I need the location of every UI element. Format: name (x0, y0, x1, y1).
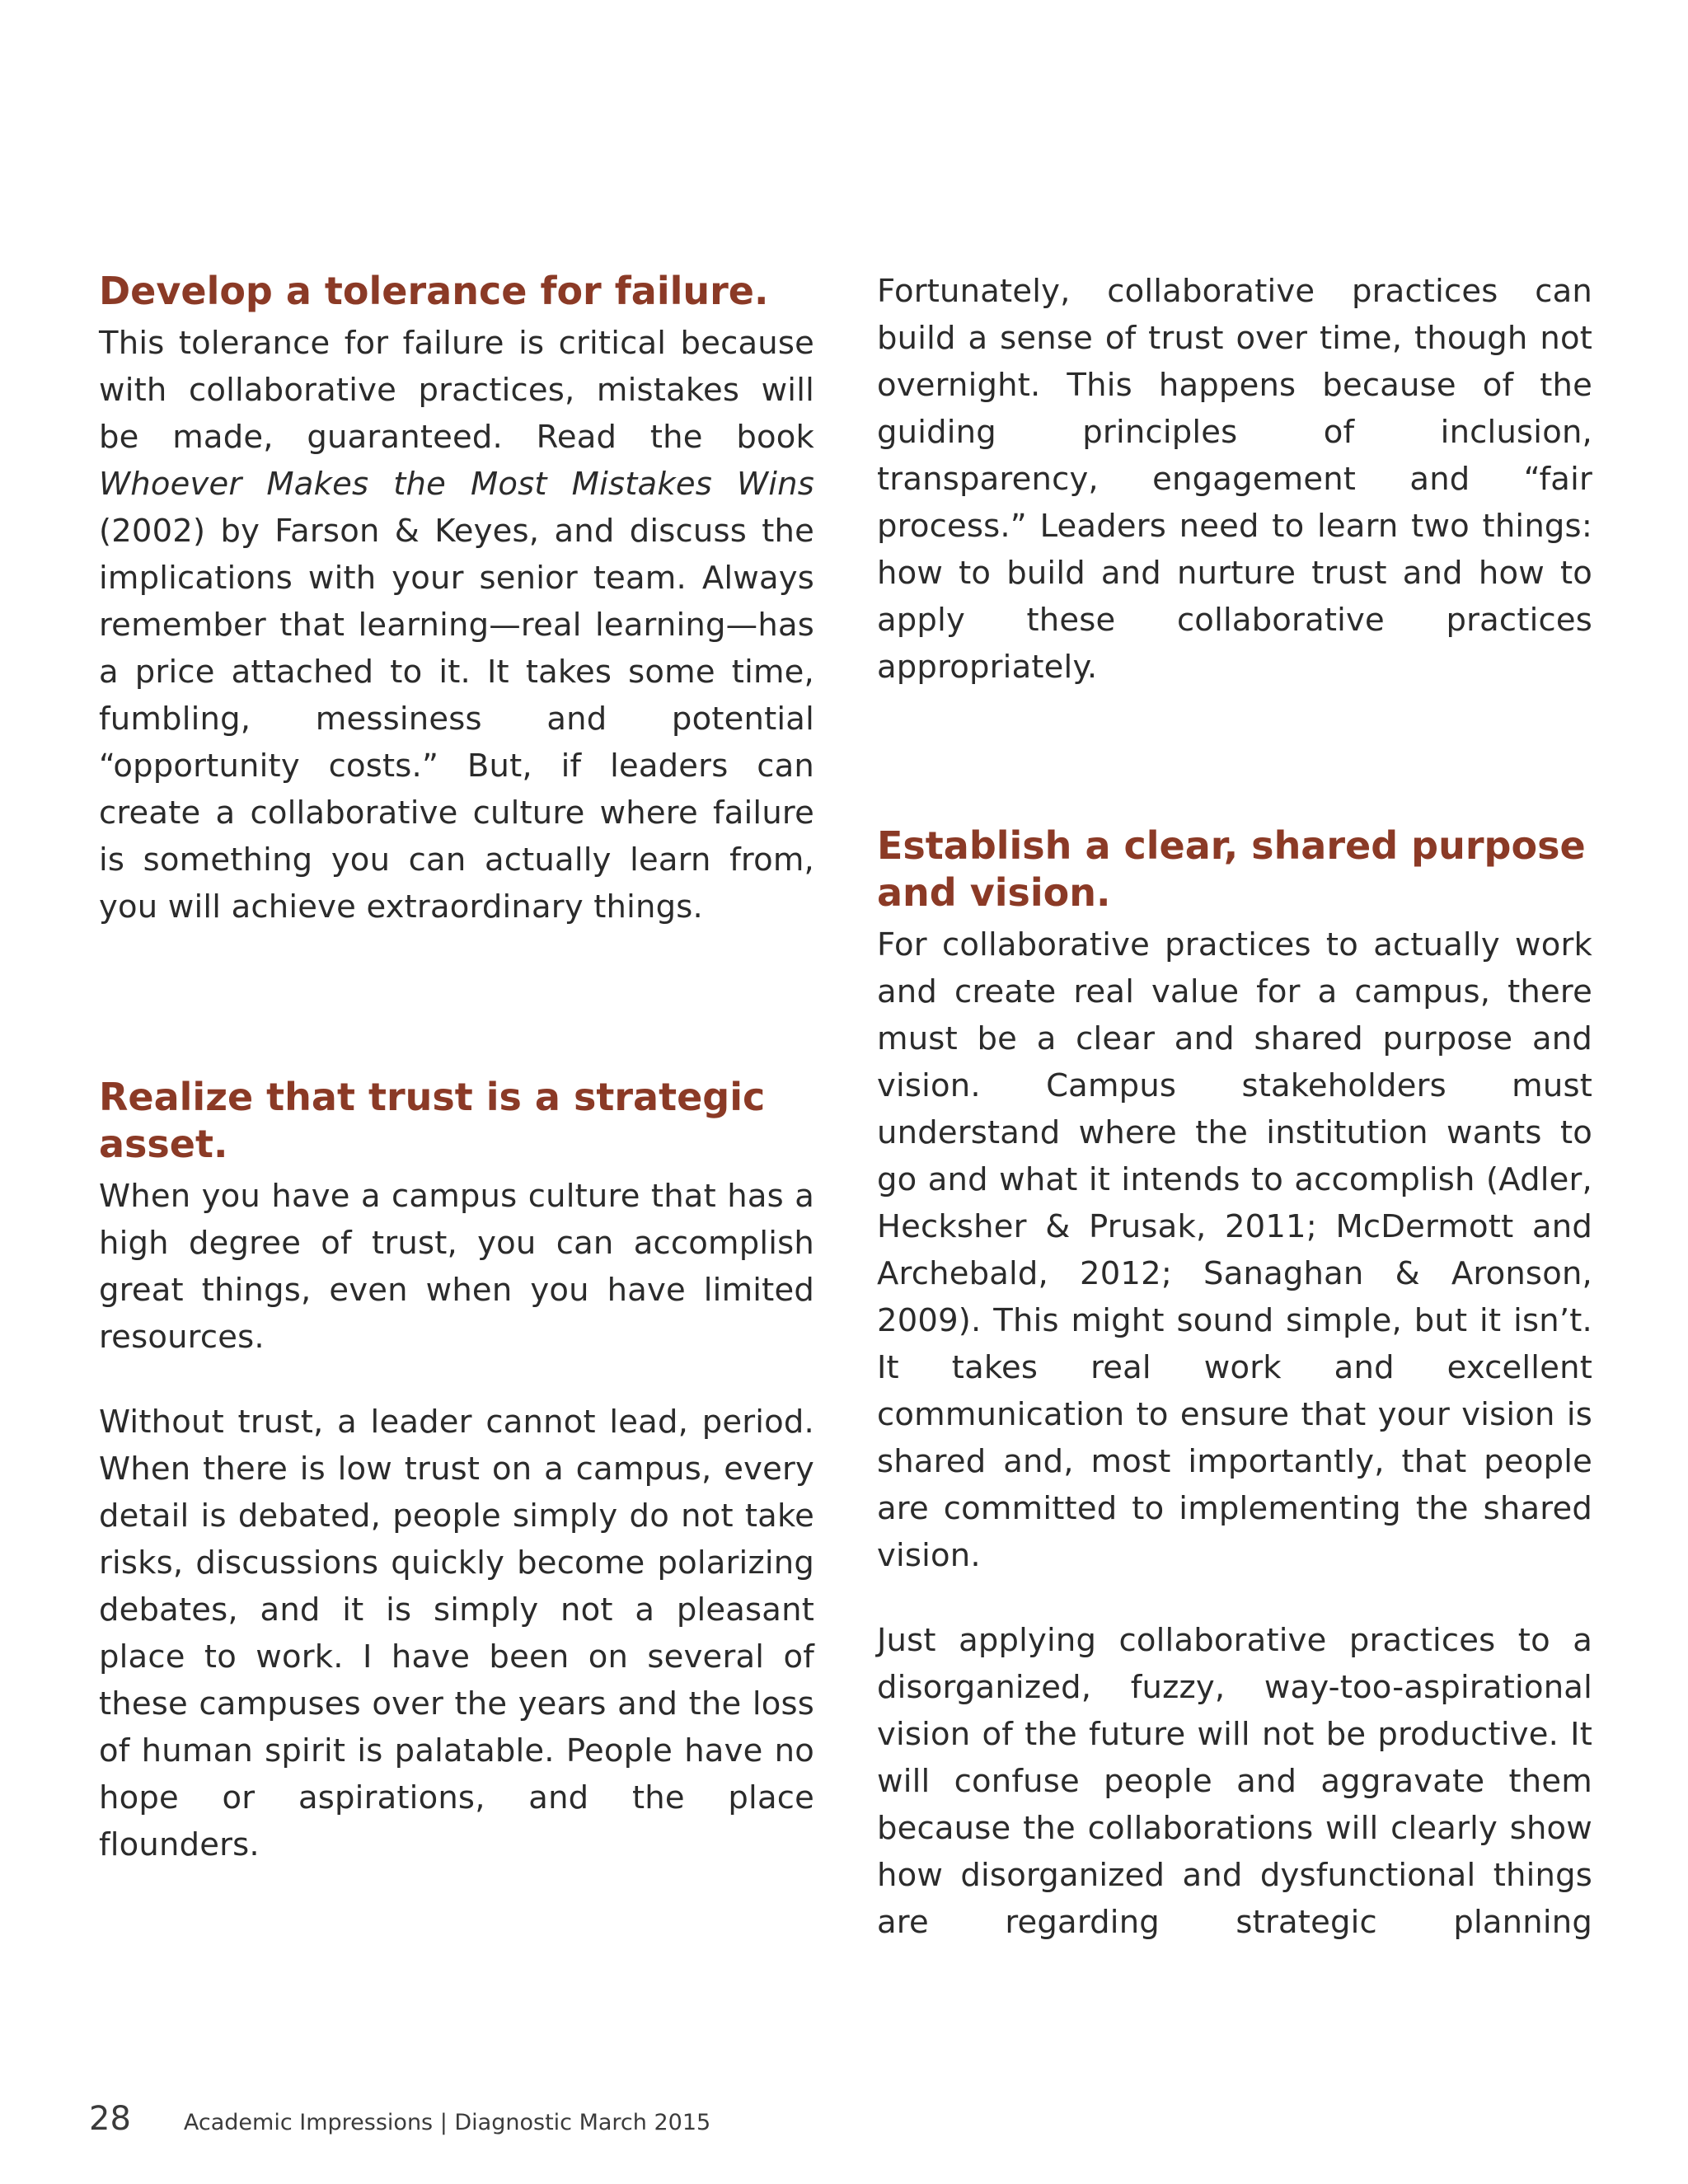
page-footer (89, 2100, 710, 2138)
book-title: Whoever Makes the Most Mistakes Wins (99, 466, 814, 503)
text-run: This tolerance for failure is critical because with collaborative practices, mistakes will be made, guaranteed. Read the book (99, 325, 814, 456)
section-trust-strategic-asset (99, 1074, 814, 1868)
body-paragraph: For collaborative practices to actually work and create real value for a campus, there must be a clear and shared purpose and vision. Campus stakeholders must understand where the institution wants to go and what it intends to accomplish (Adler, Hecksher & Prusak, 2011; McDermott and Archebald, 2012; Sanaghan & Aronson, 2009). This might sound simple, but it isn’t. It takes real work and excellent communication to ensure that your vision is shared and, most importantly, that people are committed to implementing the shared vision. (877, 926, 1592, 1574)
body-paragraph: Fortunately, collaborative practices can build a sense of trust over time, though not overnight. This happens because of the guiding principles of inclusion, transparency, engagement and “fair process.” Leaders need to learn two things: how to build and nurture trust and how to apply these collaborative practices appropriately. (877, 273, 1592, 686)
body-paragraph: Just applying collaborative practices to a disorganized, fuzzy, way-too-aspirational vision of the future will not be productive. It will confuse people and aggravate them because the collaborations will clearly show how disorganized and dysfunctional things are regarding strategic planning (877, 1622, 1592, 1941)
section-shared-purpose-vision (877, 823, 1592, 1946)
footer-publication: Academic Impressions | Diagnostic March 2015 (183, 2110, 711, 2135)
body-paragraph: When you have a campus culture that has a high degree of trust, you can accomplish great things, even when you have limited resources. (99, 1178, 814, 1356)
page-number: 28 (89, 2100, 131, 2138)
section-heading: Realize that trust is a strategic asset. (99, 1075, 766, 1166)
body-paragraph (99, 320, 814, 930)
section-heading: Develop a tolerance for failure. (99, 269, 769, 313)
right-column (877, 268, 1592, 1946)
left-column (99, 268, 814, 1868)
section-tolerance-for-failure (99, 268, 814, 930)
body-paragraph: Without trust, a leader cannot lead, period. When there is low trust on a campus, every detail is debated, people simply do not take risks, discussions quickly become polarizing debates, and it is simply not a pleasant place to work. I have been on several of these campuses over the years and the loss of human spirit is palatable. People have no hope or aspirations, and the place flounders. (99, 1404, 814, 1863)
section-heading: Establish a clear, shared purpose and vision. (877, 823, 1586, 915)
text-run: (2002) by Farson & Keyes, and discuss the implications with your senior team. Always remember that learning—real learning—has a price attached to it. It takes some time, fumbling, messiness and potential “opportunity costs.” But, if leaders can create a collaborative culture where failure is something you can actually learn from, you will achieve extraordinary things. (99, 513, 814, 926)
